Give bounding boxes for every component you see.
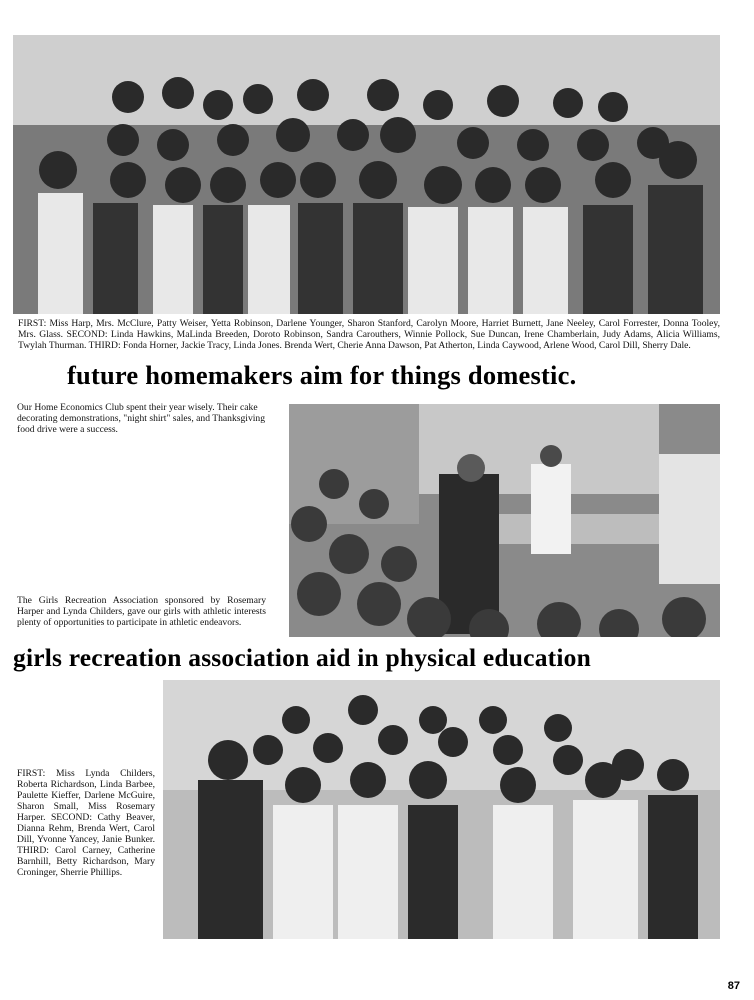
homemakers-description: Our Home Economics Club spent their year wisely. Their cake decorating demonstrations, "night shirt" sales, and Thanksgiving food drive were a success. xyxy=(17,402,265,435)
cake-demonstration-photo xyxy=(289,404,720,637)
gra-group-photo xyxy=(163,680,720,939)
homemakers-photo-caption: FIRST: Miss Harp, Mrs. McClure, Patty Weiser, Yetta Robinson, Darlene Younger, Sharon Stanford, Carolyn Moore, Harriet Burnett, Jane Neeley, Carol Forrester, Donna Tooley, Mrs. Glass. SECOND: Linda Hawkins, MaLinda Breeden, Doroto Robinson, Sandra Carouthers, Winnie Pollock, Sue Duncan, Irene Chamberlain, Judy Adams, Alicia Williams, Twylah Thurman. THIRD: Fonda Horner, Jackie Tracy, Linda Jones. Brenda Wert, Cherie Anna Dawson, Pat Atherton, Linda Caywood, Arlene Wood, Carol Dill, Sherry Dale. xyxy=(18,318,720,351)
homemakers-headline: future homemakers aim for things domestic. xyxy=(67,360,577,390)
gra-photo-caption: FIRST: Miss Lynda Childers, Roberta Richardson, Linda Barbee, Paulette Kieffer, Darlene McGuire, Sharon Small, Miss Rosemary Harper. SECOND: Cathy Beaver, Dianna Rehm, Brenda Wert, Carol Dill, Yvonne Yancey, Janie Bunker. THIRD: Carol Carney, Catherine Barnhill, Betty Richardson, Mary Croninger, Sherrie Phillips. xyxy=(17,768,155,878)
gra-headline: girls recreation association aid in physical education xyxy=(13,643,591,672)
page-number: 87 xyxy=(727,980,740,992)
homemakers-group-photo xyxy=(13,35,720,314)
gra-description: The Girls Recreation Association sponsored by Rosemary Harper and Lynda Childers, gave our girls with athletic interests plenty of opportunities to participate in athletic endeavors. xyxy=(17,595,266,628)
